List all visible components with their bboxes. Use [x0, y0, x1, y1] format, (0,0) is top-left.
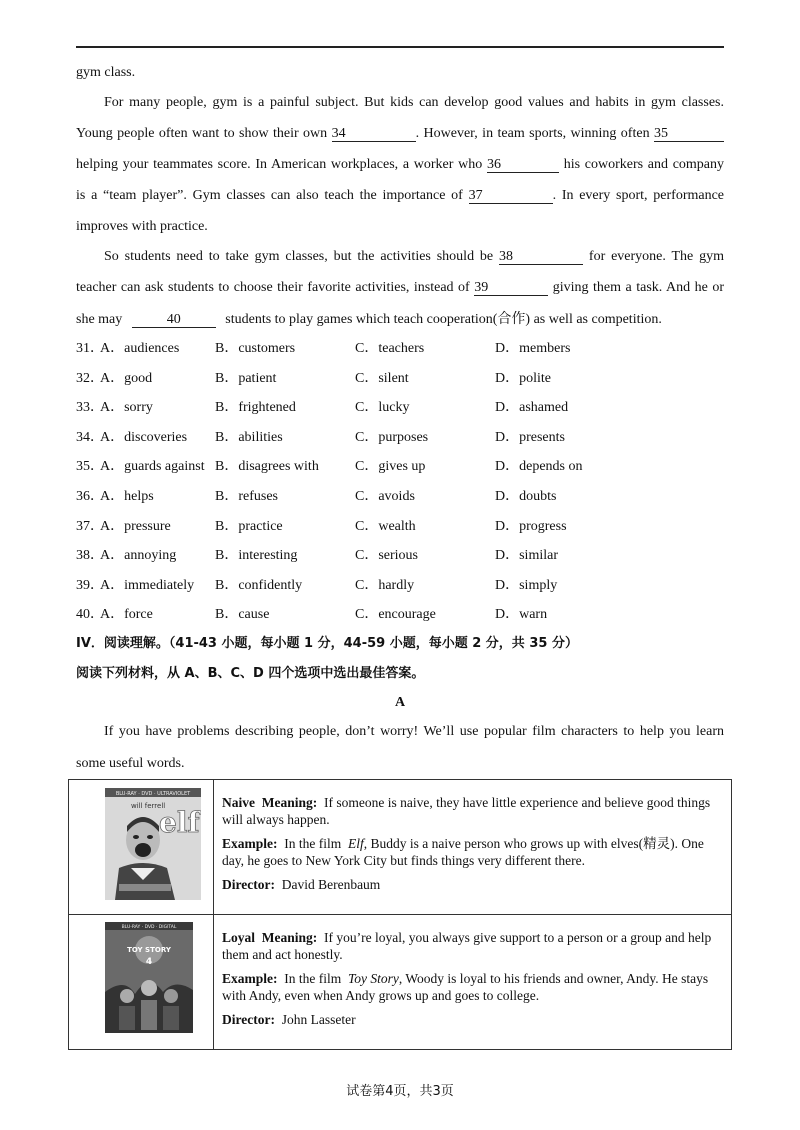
option-a[interactable]: A．helps [100, 489, 154, 504]
passage-text: for everyone. The gym [588, 249, 725, 264]
option-b[interactable]: B．patient [215, 370, 277, 386]
example-text: , Woody is loyal to his friends and owner, Andy. He stays with Andy, even when Andy grows up and goes to college. [222, 971, 709, 1003]
question-number: 36． [76, 489, 104, 504]
option-b[interactable]: B．customers [215, 341, 296, 356]
example-label: Example: [222, 971, 278, 986]
director-name: John Lasseter [281, 1012, 356, 1027]
option-c[interactable]: C．lucky [355, 400, 410, 416]
passage-line [76, 125, 724, 143]
elf-poster-image [105, 788, 201, 900]
question-number: 40． [76, 607, 104, 623]
meaning-label: Meaning: [261, 795, 318, 810]
passage-line [76, 279, 724, 297]
option-a[interactable]: A．good [100, 370, 153, 386]
option-c[interactable]: C．serious [355, 548, 418, 564]
option-d[interactable]: D．polite [495, 370, 551, 386]
option-b[interactable]: B．interesting [215, 548, 298, 564]
vocab-word: Naive [222, 795, 255, 810]
option-c[interactable]: C．avoids [355, 489, 415, 504]
option-c[interactable]: C．purposes [355, 429, 429, 445]
option-b[interactable]: B．abilities [215, 429, 283, 445]
option-d[interactable]: D．simply [495, 577, 558, 593]
passage-text: So students need to take gym classes, but the activities should be [104, 249, 494, 264]
header-rule [76, 46, 724, 48]
poster-number: 4 [145, 957, 153, 967]
option-c[interactable]: C．hardly [355, 577, 415, 593]
blank-35[interactable]: 35 [654, 126, 724, 142]
option-a[interactable]: A．immediately [100, 577, 195, 593]
passage-text: Young people often want to show their own [76, 126, 328, 141]
question-number: 31． [76, 341, 104, 356]
passage-text: his coworkers and company [563, 157, 725, 172]
meaning-paragraph [222, 929, 723, 963]
film-title: Toy Story [348, 971, 399, 986]
passage-text: . However, in team sports, winning often [415, 126, 650, 141]
passage-line: For many people, gym is a painful subject. But kids can develop good values and habits in gym classes. [104, 95, 724, 110]
passage-text: . In every sport, performance [552, 188, 725, 203]
option-a[interactable]: A．sorry [100, 400, 153, 416]
example-text: In the film [284, 971, 342, 986]
option-d[interactable]: D．ashamed [495, 400, 569, 416]
film-vocabulary-table [68, 779, 732, 1050]
example-paragraph [222, 835, 723, 869]
table-row [69, 915, 732, 1050]
poster-top-text: BLU-RAY · DVD · DIGITAL [121, 925, 177, 930]
meaning-label: Meaning: [261, 930, 318, 945]
director-label: Director: [222, 877, 275, 892]
poster-title: TOY STORY [127, 946, 171, 954]
intro-line: some useful words. [76, 756, 185, 771]
option-a[interactable]: A．annoying [100, 548, 177, 564]
passage-text: helping your teammates score. In American workplaces, a worker who [76, 157, 483, 172]
section-instruction: 阅读下列材料，从 A、B、C、D 四个选项中选出最佳答案。 [76, 666, 425, 681]
option-c[interactable]: C．gives up [355, 459, 426, 475]
vocab-word: Loyal [222, 930, 256, 945]
director-name: David Berenbaum [281, 877, 381, 892]
question-number: 38． [76, 548, 104, 564]
poster-top-text: BLU-RAY · DVD · ULTRAVIOLET [115, 791, 191, 797]
meaning-text: If you’re loyal, you always give support to a person or a group and help them and act honestly. [222, 930, 712, 962]
passage-line [76, 187, 724, 205]
part-label: A [394, 695, 406, 710]
director-paragraph [222, 876, 723, 893]
blank-36[interactable]: 36 [487, 157, 559, 173]
poster-cell [69, 780, 214, 915]
example-paragraph [222, 970, 723, 1004]
passage-text: giving them a task. And he or [552, 280, 725, 295]
option-d[interactable]: D．warn [495, 607, 548, 623]
option-d[interactable]: D．similar [495, 548, 558, 564]
option-b[interactable]: B．practice [215, 518, 283, 534]
section-heading: IV．阅读理解。（41-43 小题，每小题 1 分，44-59 小题，每小题 2 分，共 35 分） [76, 636, 578, 651]
option-a[interactable]: A．force [100, 607, 153, 623]
intro-line: If you have problems describing people, don’t worry! We’ll use popular film characters to help you learn [104, 724, 724, 739]
blank-39[interactable]: 39 [474, 280, 548, 296]
option-a[interactable]: A．discoveries [100, 429, 188, 445]
passage-text: teacher can ask students to choose their favorite activities, instead of [76, 280, 470, 295]
meaning-text: If someone is naive, they have little experience and believe good things will always happen. [222, 795, 711, 827]
option-b[interactable]: B．cause [215, 607, 270, 623]
toy-story-poster-image [105, 922, 193, 1033]
option-b[interactable]: B．confidently [215, 577, 303, 593]
option-d[interactable]: D．doubts [495, 489, 557, 504]
option-d[interactable]: D．depends on [495, 459, 583, 475]
option-c[interactable]: C．wealth [355, 518, 416, 534]
film-title: Elf [348, 836, 364, 851]
question-number: 35． [76, 459, 104, 475]
passage-line [76, 156, 724, 174]
option-b[interactable]: B．refuses [215, 489, 278, 504]
option-d[interactable]: D．members [495, 341, 571, 356]
example-text: In the film [284, 836, 342, 851]
example-label: Example: [222, 836, 278, 851]
option-b[interactable]: B．frightened [215, 400, 296, 416]
passage-text: is a “team player”. Gym classes can also teach the importance of [76, 188, 463, 203]
option-c[interactable]: C．teachers [355, 341, 425, 356]
table-row [69, 780, 732, 915]
option-a[interactable]: A．guards against [100, 459, 205, 475]
blank-37[interactable]: 37 [469, 188, 553, 204]
page-footer: 试卷第4页，共3页 [346, 1084, 454, 1099]
film-description-cell [214, 915, 732, 1050]
passage-text: students to play games which teach cooperation(合作) as well as competition. [225, 312, 662, 327]
meaning-paragraph [222, 794, 723, 828]
poster-cell [69, 915, 214, 1050]
option-c[interactable]: C．encourage [355, 607, 436, 623]
question-number: 32． [76, 370, 104, 386]
blank-34[interactable]: 34 [332, 126, 416, 142]
option-d[interactable]: D．progress [495, 518, 567, 534]
option-a[interactable]: A．audiences [100, 341, 180, 356]
poster-title: elf [159, 806, 200, 839]
poster-actor-name: will ferrell [131, 802, 166, 810]
director-paragraph [222, 1011, 723, 1028]
question-number: 33． [76, 400, 104, 416]
passage-line: improves with practice. [76, 219, 208, 234]
question-number: 39． [76, 577, 104, 593]
blank-40[interactable]: 40 [132, 312, 216, 328]
passage-line [76, 311, 724, 329]
example-text: , Buddy is a naive person who grows up with elves(精灵). One day, he goes to New York City but finds things very different there. [222, 836, 704, 868]
passage-line [76, 248, 724, 266]
option-a[interactable]: A．pressure [100, 518, 171, 534]
option-d[interactable]: D．presents [495, 429, 565, 445]
blank-38[interactable]: 38 [499, 249, 583, 265]
question-number: 34． [76, 429, 104, 445]
director-label: Director: [222, 1012, 275, 1027]
option-c[interactable]: C．silent [355, 370, 409, 386]
option-b[interactable]: B．disagrees with [215, 459, 319, 475]
passage-line: gym class. [76, 65, 136, 80]
passage-text: she may [76, 312, 123, 327]
question-number: 37． [76, 518, 104, 534]
film-description-cell [214, 780, 732, 915]
